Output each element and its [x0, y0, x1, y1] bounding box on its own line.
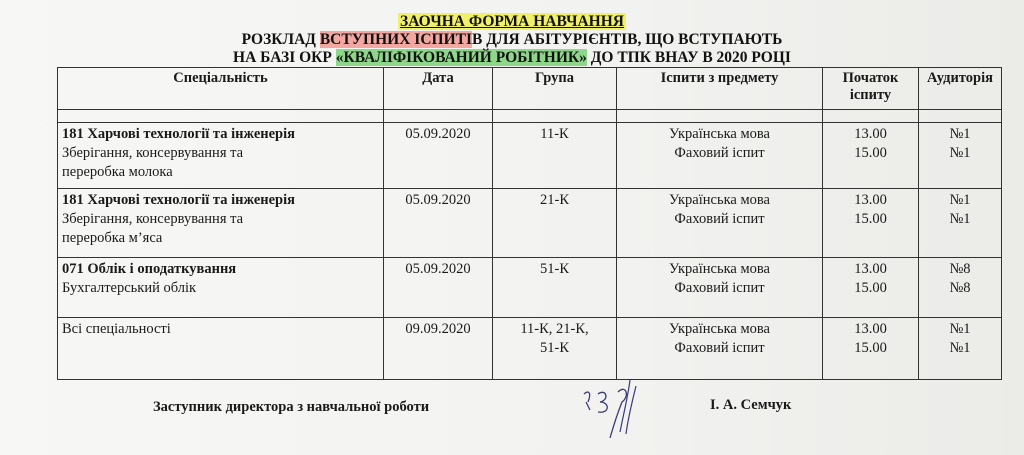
group-value: 11-К, 21-К, — [520, 320, 589, 337]
room-cell — [919, 189, 1002, 258]
start-time: 15.00 — [854, 211, 887, 228]
date-cell: 05.09.2020 — [384, 257, 493, 317]
start-cell — [823, 257, 919, 317]
start-cell — [823, 122, 919, 188]
table-row — [58, 257, 1002, 317]
handwritten-signature — [570, 372, 660, 442]
room-number: №1 — [949, 125, 971, 142]
room-number: №1 — [949, 211, 971, 228]
start-time: 15.00 — [854, 144, 887, 161]
schedule-title-post: В ДЛЯ АБІТУРІЄНТІВ, ЩО ВСТУПАЮТЬ — [472, 31, 783, 48]
spacer-cell — [823, 109, 919, 122]
header-date: Дата — [384, 68, 493, 110]
form-title — [0, 13, 1024, 31]
schedule-title-highlight: ВСТУПНИХ ІСПИТІ — [319, 31, 473, 48]
room-number: №1 — [949, 144, 971, 161]
header-start-line2: іспиту — [849, 87, 892, 103]
schedule-subtitle-pre: НА БАЗІ ОКР — [233, 49, 336, 66]
exam-schedule-table — [57, 67, 1002, 380]
table-header-row — [58, 68, 1002, 110]
room-number: №8 — [949, 260, 971, 277]
group-value: 51-К — [540, 260, 569, 277]
group-value: 11-К — [540, 125, 569, 142]
form-title-text: ЗАОЧНА ФОРМА НАВЧАННЯ — [400, 13, 624, 30]
exam-subject: Українська мова — [669, 320, 770, 337]
header-start-line1: Початок — [842, 70, 899, 86]
exam-subject: Фаховий іспит — [674, 144, 765, 161]
room-number: №1 — [949, 320, 971, 337]
table-row — [58, 122, 1002, 188]
room-number: №1 — [949, 339, 971, 356]
exams-cell — [617, 122, 823, 188]
schedule-subtitle-post: ДО ТПК ВНАУ В 2020 РОЦІ — [586, 49, 791, 66]
specialty-sub: переробка молока — [62, 163, 173, 180]
header-group: Група — [493, 68, 617, 110]
schedule-title-pre: РОЗКЛАД — [241, 31, 320, 48]
specialty-cell — [58, 189, 384, 258]
group-cell — [493, 257, 617, 317]
specialty-title: 181 Харчові технології та інженерія — [62, 192, 295, 209]
start-time: 13.00 — [854, 192, 887, 209]
room-number: №1 — [949, 192, 971, 209]
start-time: 15.00 — [854, 279, 887, 296]
start-time: 13.00 — [854, 320, 887, 337]
date-cell: 05.09.2020 — [384, 189, 493, 258]
exams-cell — [617, 189, 823, 258]
table-row — [58, 189, 1002, 258]
schedule-subtitle-line — [0, 49, 1024, 67]
specialty-cell — [58, 122, 384, 188]
header-start — [823, 68, 919, 110]
date-cell: 09.09.2020 — [384, 317, 493, 379]
room-cell — [919, 317, 1002, 379]
specialty-sub: переробка м’яса — [62, 230, 163, 247]
specialty-cell — [58, 257, 384, 317]
exams-cell — [617, 257, 823, 317]
specialty-sub: Зберігання, консервування та — [62, 144, 244, 161]
start-cell — [823, 189, 919, 258]
header-exams: Іспити з предмету — [617, 68, 823, 110]
exam-subject: Українська мова — [669, 260, 770, 277]
specialty-title: 071 Облік і оподаткування — [62, 260, 237, 277]
spacer-cell — [58, 109, 384, 122]
date-cell: 05.09.2020 — [384, 122, 493, 188]
group-cell — [493, 317, 617, 379]
spacer-cell — [493, 109, 617, 122]
schedule-subtitle-highlight: «КВАЛІФІКОВАНИЙ РОБІТНИК» — [335, 49, 587, 66]
signatory-name: І. А. Семчук — [710, 397, 792, 413]
exams-cell — [617, 317, 823, 379]
exam-subject: Фаховий іспит — [674, 279, 765, 296]
spacer-cell — [919, 109, 1002, 122]
table-spacer-row — [58, 109, 1002, 122]
exam-subject: Українська мова — [669, 192, 770, 209]
header-room: Аудиторія — [919, 68, 1002, 110]
specialty-title: 181 Харчові технології та інженерія — [62, 125, 295, 142]
specialty-sub: Зберігання, консервування та — [62, 211, 244, 228]
specialty-sub: Всі спеціальності — [62, 320, 171, 337]
spacer-cell — [384, 109, 493, 122]
start-time: 13.00 — [854, 260, 887, 277]
exam-subject: Українська мова — [669, 125, 770, 142]
room-cell — [919, 122, 1002, 188]
specialty-sub: Бухгалтерський облік — [62, 279, 197, 296]
room-number: №8 — [949, 279, 971, 296]
exam-subject: Фаховий іспит — [674, 211, 765, 228]
header-specialty: Спеціальність — [58, 68, 384, 110]
group-value: 51-К — [540, 339, 569, 356]
group-value: 21-К — [540, 192, 569, 209]
group-cell — [493, 189, 617, 258]
spacer-cell — [617, 109, 823, 122]
group-cell — [493, 122, 617, 188]
exam-subject: Фаховий іспит — [674, 339, 765, 356]
specialty-cell — [58, 317, 384, 379]
table-row — [58, 317, 1002, 379]
start-cell — [823, 317, 919, 379]
start-time: 15.00 — [854, 339, 887, 356]
start-time: 13.00 — [854, 125, 887, 142]
schedule-title-line — [0, 31, 1024, 49]
room-cell — [919, 257, 1002, 317]
signatory-role: Заступник директора з навчальної роботи — [153, 399, 430, 415]
